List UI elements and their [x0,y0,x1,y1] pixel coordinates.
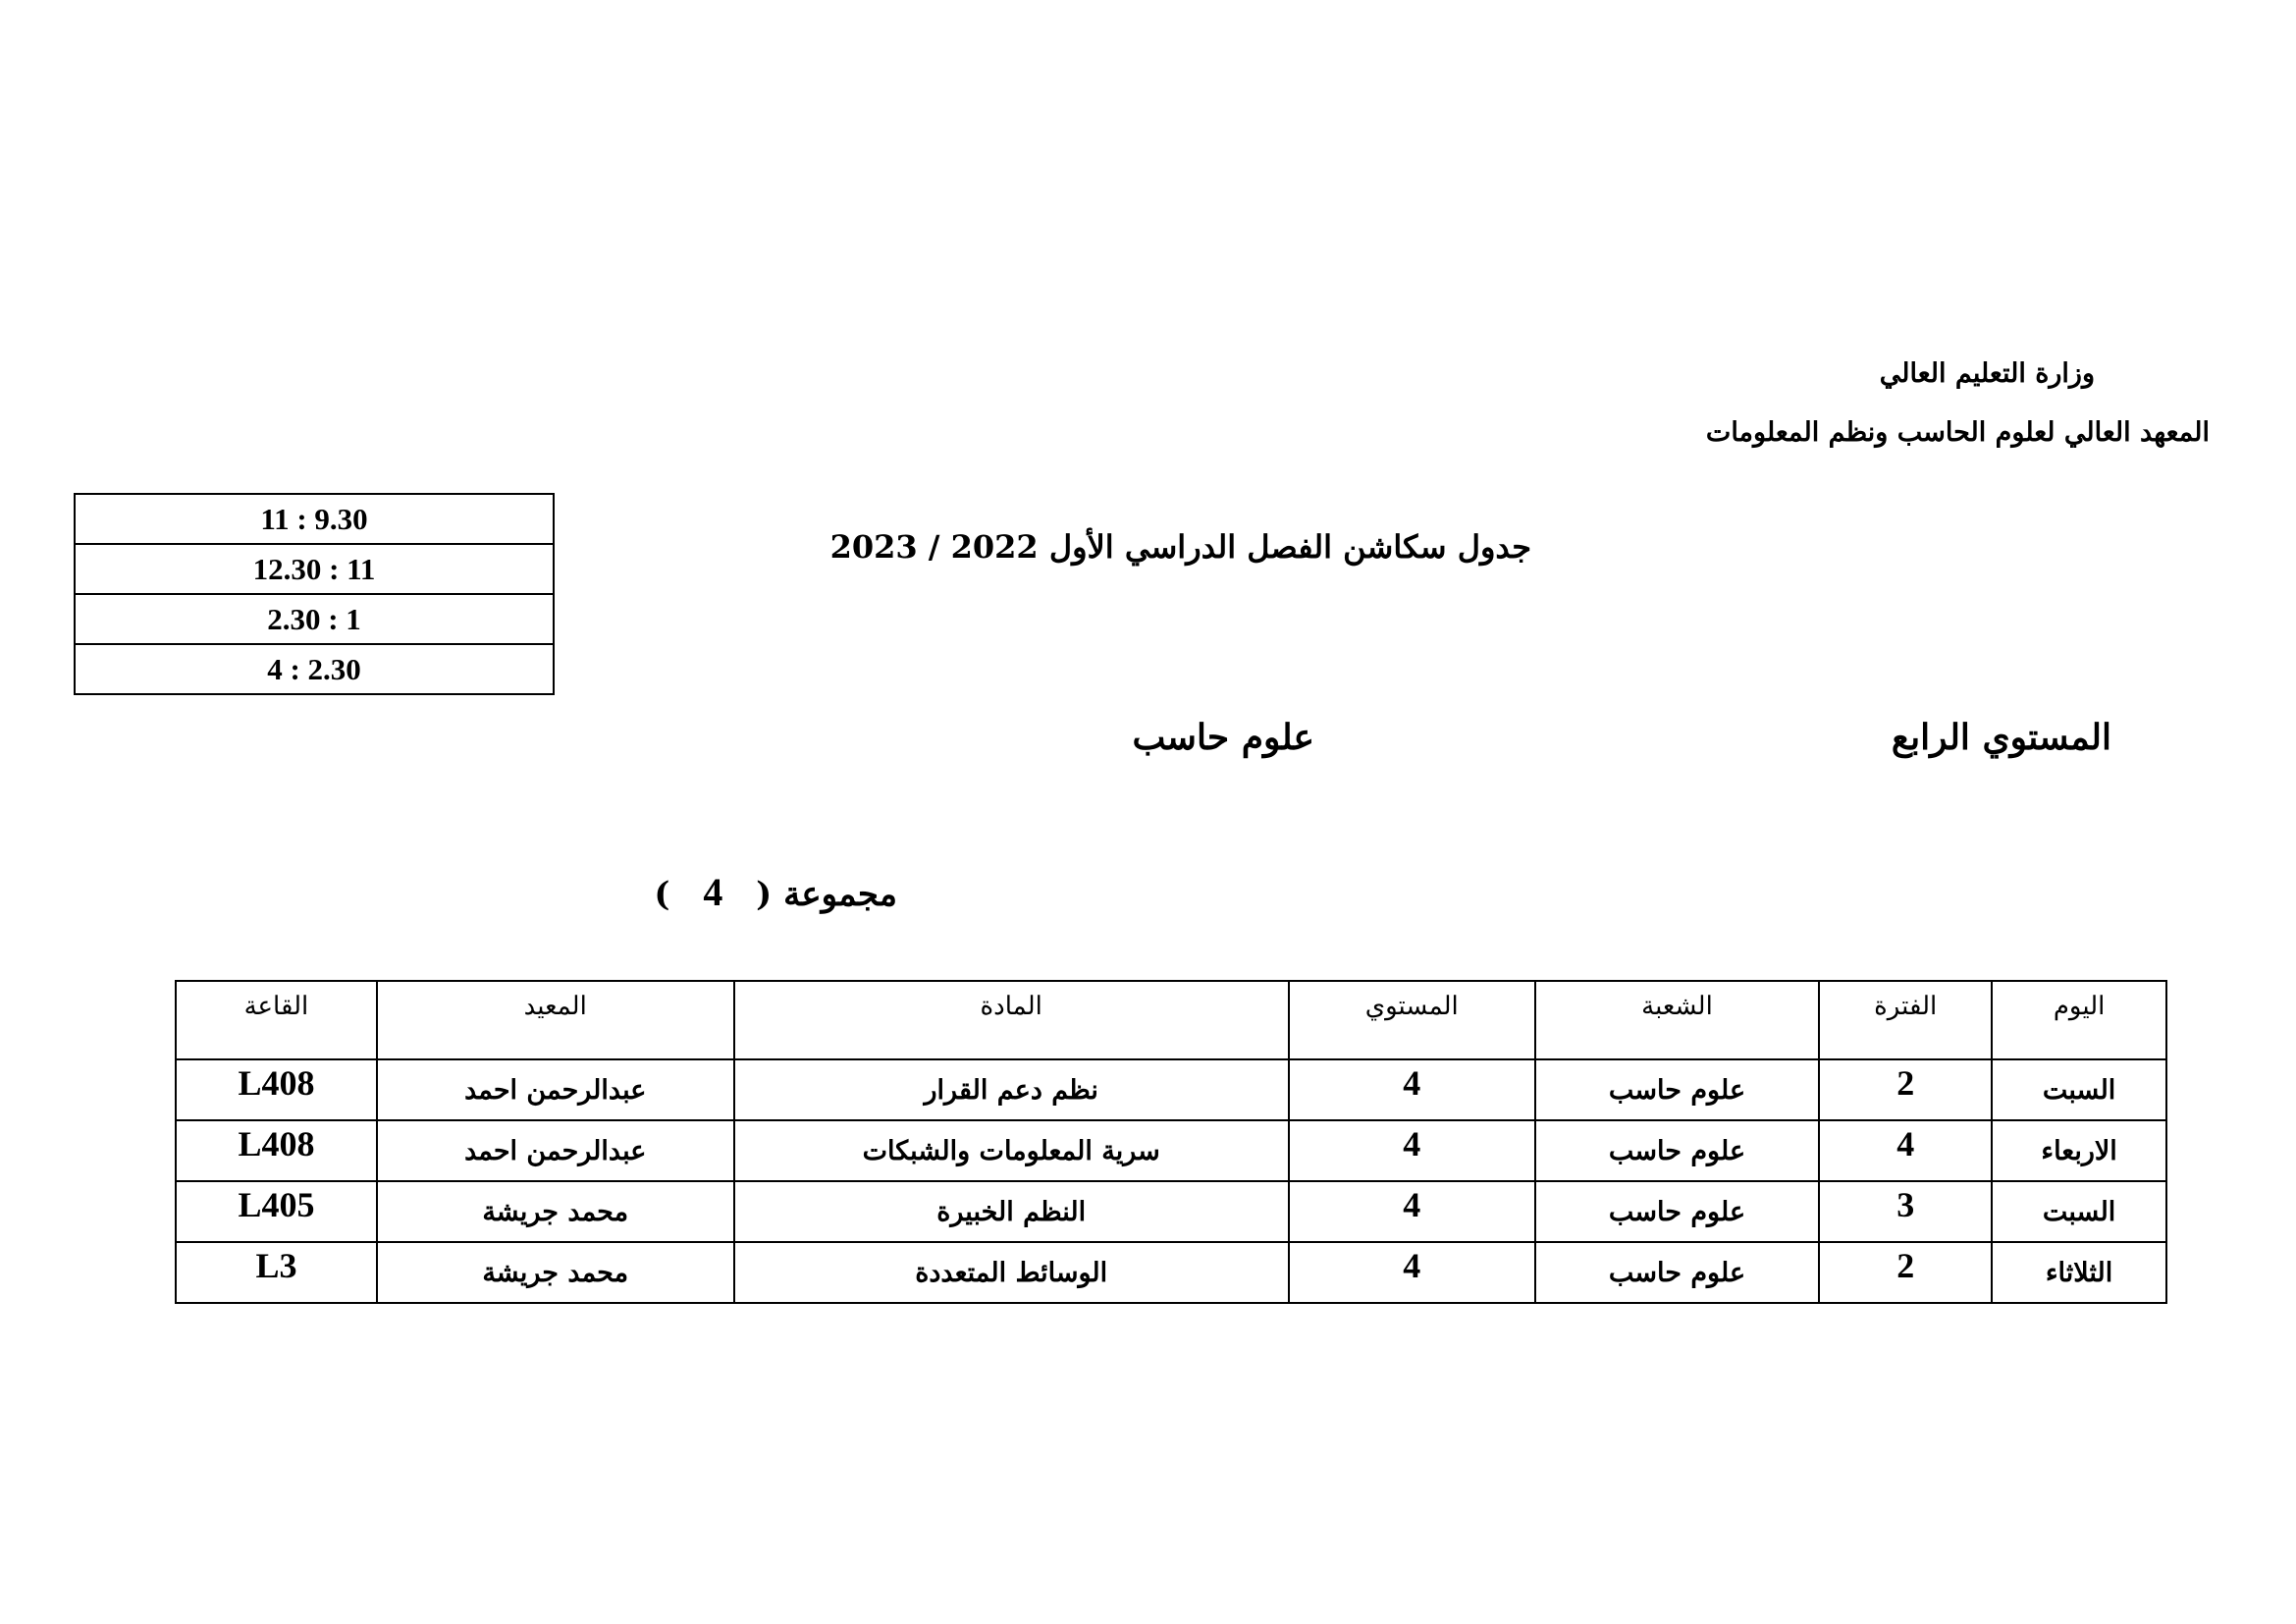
period-cell: 11 : 9.30 [75,494,554,544]
table-row [176,1242,2166,1303]
column-header-room: القاعة [176,981,377,1059]
periods-table [74,493,555,695]
cell-section: علوم حاسب [1535,1120,1820,1181]
cell-level: 4 [1289,1120,1535,1181]
period-cell: 4 : 2.30 [75,644,554,694]
period-cell: 12.30 : 11 [75,544,554,594]
group-number: 4 [703,870,723,914]
period-row [75,544,554,594]
cell-day: الثلاثاء [1992,1242,2166,1303]
group-open-paren: ( [756,875,773,914]
cell-subject: نظم دعم القرار [734,1059,1289,1120]
group-text: مجموعة [783,875,897,914]
table-header-row [176,981,2166,1059]
column-header-day: اليوم [1992,981,2166,1059]
cell-level: 4 [1289,1181,1535,1242]
cell-room: L408 [176,1120,377,1181]
department-label: علوم حاسب [1132,717,1314,758]
cell-day: الاربعاء [1992,1120,2166,1181]
cell-period: 2 [1819,1059,1992,1120]
schedule-table [175,980,2167,1304]
cell-subject: النظم الخبيرة [734,1181,1289,1242]
cell-room: L3 [176,1242,377,1303]
table-row [176,1181,2166,1242]
cell-section: علوم حاسب [1535,1242,1820,1303]
cell-subject: سرية المعلومات والشبكات [734,1120,1289,1181]
cell-period: 4 [1819,1120,1992,1181]
level-label: المستوي الرابع [1891,717,2111,758]
column-header-period: الفترة [1819,981,1992,1059]
column-header-level: المستوي [1289,981,1535,1059]
cell-level: 4 [1289,1242,1535,1303]
cell-room: L408 [176,1059,377,1120]
cell-assistant: عبدالرحمن احمد [377,1120,734,1181]
cell-day: السبت [1992,1059,2166,1120]
group-label [654,869,897,915]
cell-assistant: محمد جريشة [377,1181,734,1242]
cell-section: علوم حاسب [1535,1181,1820,1242]
period-row [75,644,554,694]
column-header-subject: المادة [734,981,1289,1059]
cell-level: 4 [1289,1059,1535,1120]
period-cell: 2.30 : 1 [75,594,554,644]
cell-period: 3 [1819,1181,1992,1242]
column-header-assistant: المعيد [377,981,734,1059]
institute-name: المعهد العالي لعلوم الحاسب ونظم المعلومات [1705,417,2210,448]
cell-subject: الوسائط المتعددة [734,1242,1289,1303]
table-row [176,1059,2166,1120]
period-row [75,494,554,544]
column-header-section: الشعبة [1535,981,1820,1059]
schedule-title: جدول سكاشن الفصل الدراسي الأول 2022 / 2023 [829,528,1531,566]
period-row [75,594,554,644]
cell-day: السبت [1992,1181,2166,1242]
group-close-paren: ) [654,875,670,914]
cell-section: علوم حاسب [1535,1059,1820,1120]
table-row [176,1120,2166,1181]
cell-assistant: عبدالرحمن احمد [377,1059,734,1120]
ministry-name: وزارة التعليم العالي [1879,358,2095,389]
cell-assistant: محمد جريشة [377,1242,734,1303]
cell-room: L405 [176,1181,377,1242]
cell-period: 2 [1819,1242,1992,1303]
